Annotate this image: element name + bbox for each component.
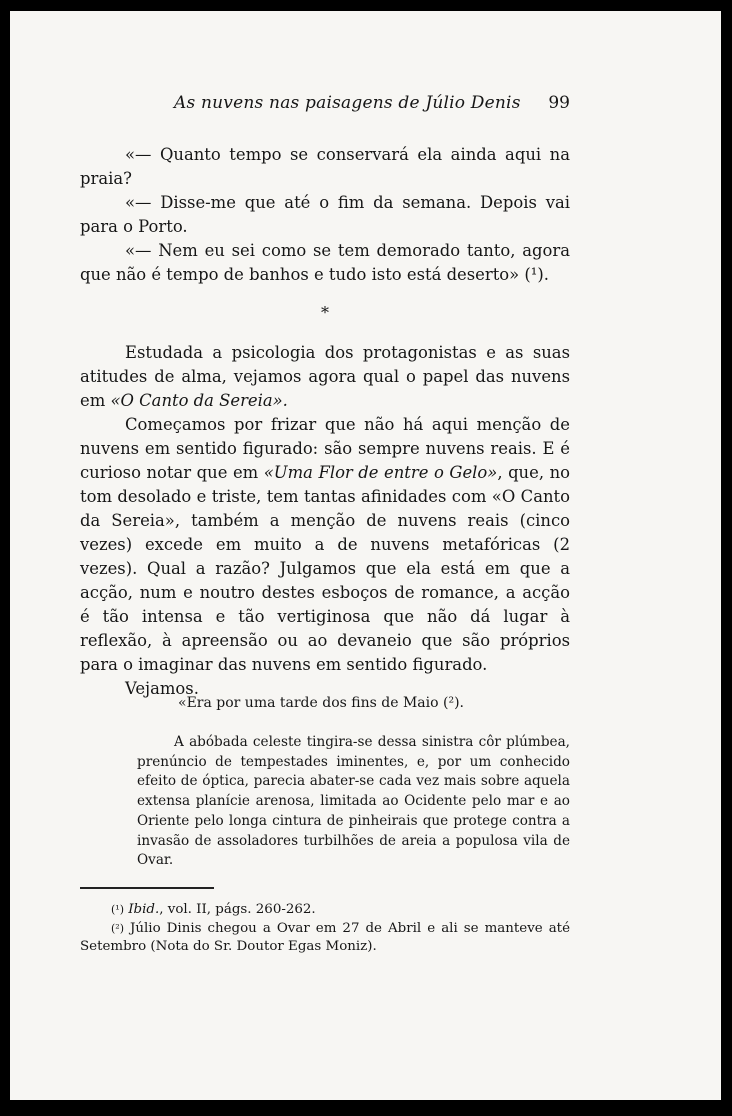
footnotes <box>80 901 570 957</box>
quote-text: A abóbada celeste tingira-se dessa sinistra côr plúmbea, prenúncio de tempestades iminentes, e, por um conhecido efeito de óptica, parecia abater-se cada vez mais sobre aquela extensa planície arenosa, limitada ao Ocidente pelo mar e ao Oriente pelo longa cintura de pinheirais que protege contra a invasão de assoladores turbilhões de areia a populosa vila de Ovar. <box>137 734 570 869</box>
paragraph <box>80 413 570 677</box>
scanned-page <box>10 11 721 1100</box>
dialogue-line: «— Quanto tempo se conservará ela ainda aqui na praia? <box>80 145 570 188</box>
footnote-marker: (¹) <box>111 903 124 916</box>
page-header <box>80 93 570 117</box>
footnote-text: , vol. II, págs. 260-262. <box>159 902 316 917</box>
footnote-text: Júlio Dinis chegou a Ovar em 27 de Abril e ali se manteve até Setembro (Nota do Sr. Doutor Egas Moniz). <box>80 920 570 954</box>
work-title: «Uma Flor de entre o Gelo» <box>263 463 498 482</box>
dialogue-line: «— Nem eu sei como se tem demorado tanto, agora que não é tempo de banhos e tudo isto está deserto» (¹). <box>80 241 570 284</box>
running-title: As nuvens nas paisagens de Júlio Denis <box>174 93 521 113</box>
paragraph-text: , que, no tom desolado e triste, tem tantas afinidades com «O Canto da Sereia», também a menção de nuvens reais (cinco vezes) excede em muito a de nuvens metafóricas (2 vezes). Qual a razão? Julgamos que ela está em que a acção, num e noutro destes esboços de romance, a acção é tão intensa e tão vertiginosa que não dá lugar à reflexão, à apreensão ou ao devaneio que são próprios para o imaginar das nuvens em sentido figurado. <box>80 463 570 674</box>
paragraph <box>80 341 570 413</box>
section-separator: * <box>321 303 329 322</box>
footnote <box>80 901 570 920</box>
main-text <box>80 341 570 701</box>
work-title: «O Canto da Sereia». <box>110 391 288 410</box>
quote-intro: «Era por uma tarde dos fins de Maio (²). <box>178 695 464 711</box>
block-quote <box>137 733 570 871</box>
footnote-divider <box>80 887 214 889</box>
footnote-marker: (²) <box>111 921 124 935</box>
footnote <box>80 920 570 957</box>
paragraph-text: Estudada a psicologia dos protagonistas e as suas atitudes de alma, vejamos agora qual o papel das nuvens em <box>80 343 570 410</box>
dialogue-line: «— Disse-me que até o fim da semana. Depois vai para o Porto. <box>80 193 570 236</box>
page-number: 99 <box>548 93 570 113</box>
footnote-abbrev: Ibid. <box>128 902 160 917</box>
dialogue-block <box>80 143 570 287</box>
paragraph-text: Começamos por frizar que não há aqui menção de nuvens em sentido figurado: são sempre nuvens reais. E é curioso notar que em <box>80 415 570 482</box>
paragraph: Vejamos. <box>125 679 199 698</box>
